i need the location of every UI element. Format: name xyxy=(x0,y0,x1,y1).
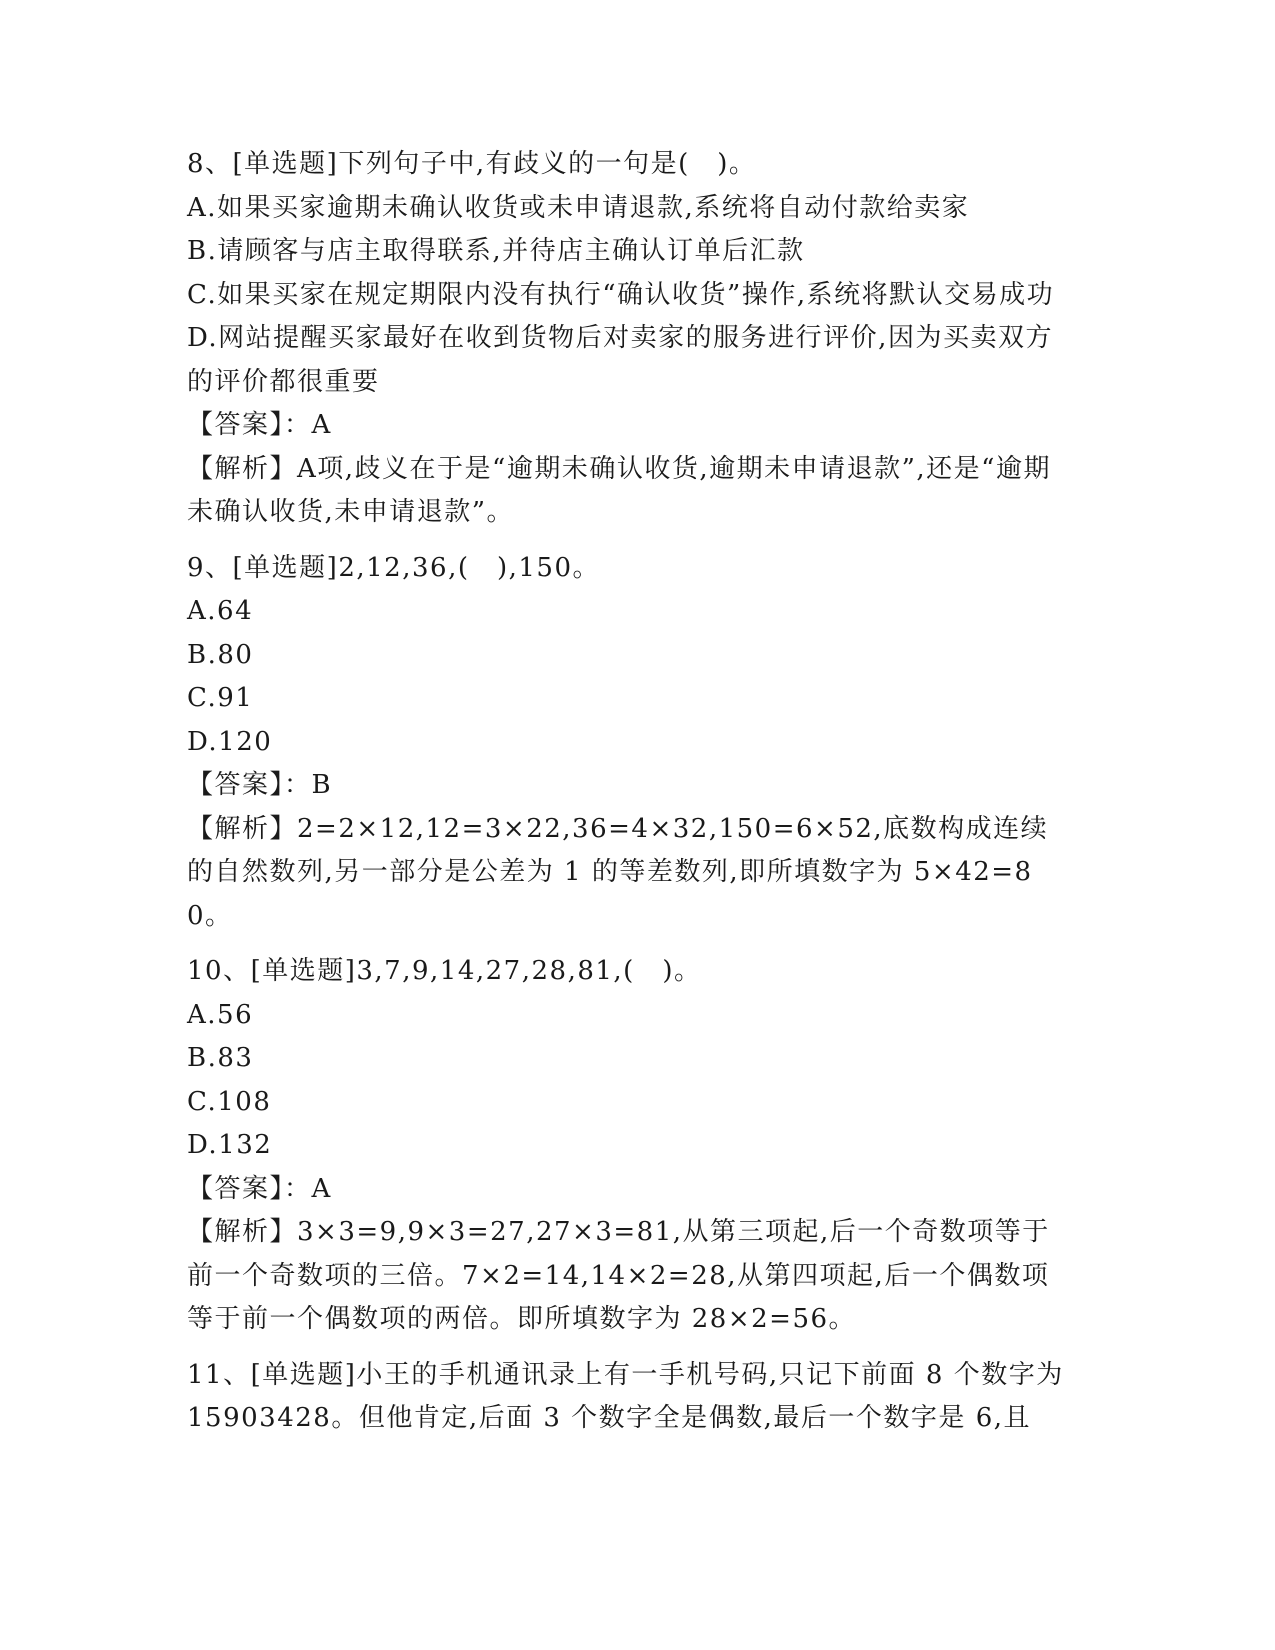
question-stem: 11、[单选题]小王的手机通讯录上有一手机号码,只记下前面 8 个数字为 15903428。但他肯定,后面 3 个数字全是偶数,最后一个数字是 6,且 xyxy=(187,1359,1074,1433)
analysis: 【解析】3×3=9,9×3=27,27×3=81,从第三项起,后一个奇数项等于前一个奇数项的三倍。7×2=14,14×2=28,从第四项起,后一个偶数项等于前一个偶数项的两倍。即所填数字为 28×2=56。 xyxy=(187,1217,1050,1334)
option-c: C.如果买家在规定期限内没有执行“确认收货”操作,系统将默认交易成功 xyxy=(187,279,1055,310)
option-c: C.108 xyxy=(187,1086,272,1117)
document-page xyxy=(187,143,1074,1441)
answer: 【答案】：A xyxy=(187,410,332,440)
answer: 【答案】：B xyxy=(187,770,333,800)
option-b: B.83 xyxy=(187,1043,254,1073)
question-11 xyxy=(187,1354,1074,1441)
question-stem: 8、[单选题]下列句子中,有歧义的一句是( )。 xyxy=(187,149,757,179)
analysis: 【解析】2=2×12,12=3×22,36=4×32,150=6×52,底数构成连续的自然数列,另一部分是公差为 1 的等差数列,即所填数字为 5×42=80。 xyxy=(187,813,1049,931)
option-d: D.132 xyxy=(187,1130,273,1160)
option-c: C.91 xyxy=(187,683,254,713)
question-10 xyxy=(187,950,1067,1342)
question-8 xyxy=(187,143,1067,535)
option-d: D.网站提醒买家最好在收到货物后对卖家的服务进行评价,因为买卖双方的评价都很重要 xyxy=(187,323,1053,397)
analysis: 【解析】A项,歧义在于是“逾期未确认收货,逾期未申请退款”,还是“逾期未确认收货,未申请退款”。 xyxy=(187,453,1051,527)
option-b: B.80 xyxy=(187,639,254,670)
option-a: A.64 xyxy=(187,596,254,626)
question-9 xyxy=(187,547,1067,939)
option-a: A.如果买家逾期未确认收货或未申请退款,系统将自动付款给卖家 xyxy=(187,192,970,223)
question-stem: 10、[单选题]3,7,9,14,27,28,81,( )。 xyxy=(187,956,702,986)
option-b: B.请顾客与店主取得联系,并待店主确认订单后汇款 xyxy=(187,236,805,266)
answer: 【答案】：A xyxy=(187,1173,332,1204)
option-a: A.56 xyxy=(187,999,254,1030)
option-d: D.120 xyxy=(187,726,273,757)
question-stem: 9、[单选题]2,12,36,( ),150。 xyxy=(187,552,601,583)
